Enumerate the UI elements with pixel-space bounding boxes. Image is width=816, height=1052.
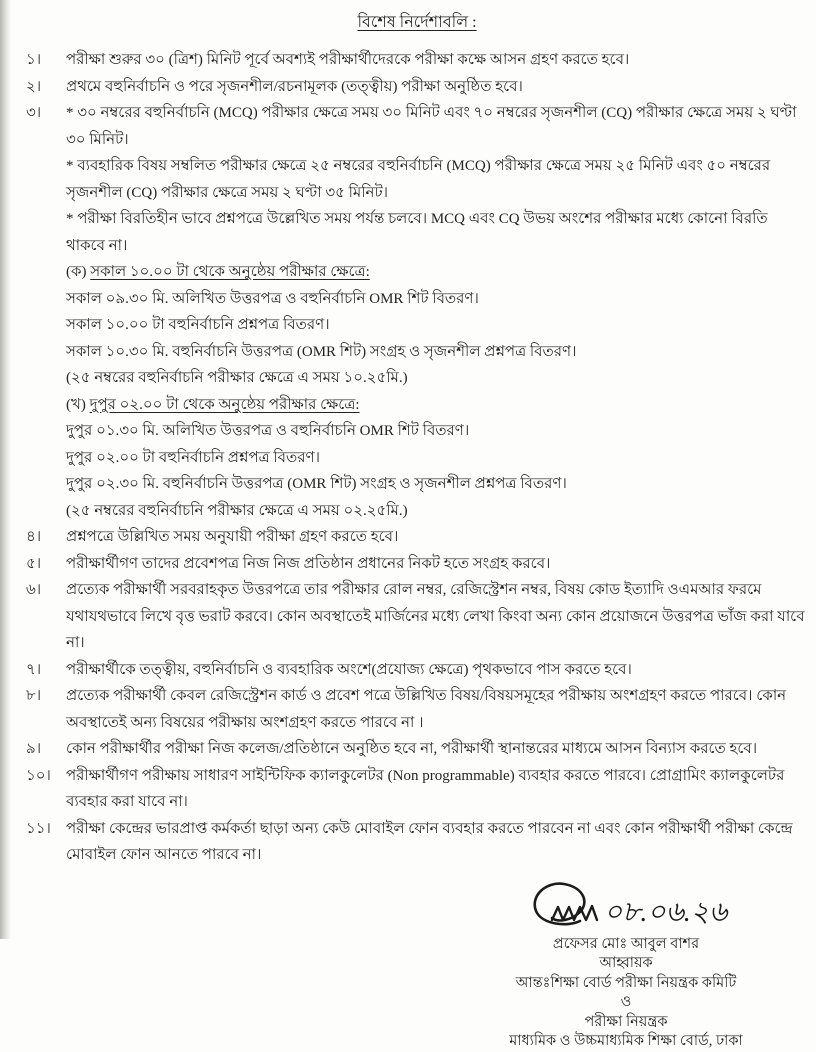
instruction-item-1 bbox=[26, 47, 808, 74]
signatory-role-2: পরীক্ষা নিয়ন্ত্রক bbox=[584, 1013, 668, 1030]
item3-note-3: * পরীক্ষা বিরতিহীন ভাবে প্রশ্নপত্রে উল্লেখিত সময় পর্যন্ত চলবে। MCQ এবং CQ উভয় অংশের পরীক্ষার মধ্যে কোনো বিরতি থাকবে না। bbox=[66, 211, 768, 254]
item-text-group bbox=[66, 100, 808, 524]
item-number: ৩। bbox=[26, 105, 42, 121]
item-number: ১। bbox=[26, 52, 42, 68]
item-number: ৭। bbox=[26, 661, 42, 678]
item-number: ৮। bbox=[26, 688, 42, 704]
item-number: ১১। bbox=[26, 820, 51, 837]
signatory-org-2: মাধ্যমিক ও উচ্চমাধ্যমিক শিক্ষা বোর্ড, ঢাকা bbox=[509, 1033, 743, 1049]
signature-scribble bbox=[508, 871, 756, 935]
instruction-item-5 bbox=[26, 551, 808, 578]
afternoon-schedule-row: দুপুর ০১.৩০ মি. অলিখিত উত্তরপত্র ও বহুনির্বাচনি OMR শিট বিতরণ। bbox=[66, 423, 470, 439]
item-number: ২। bbox=[26, 78, 42, 95]
morning-schedule-row: সকাল ০৯.৩০ মি. অলিখিত উত্তরপত্র ও বহুনির্বাচনি OMR শিট বিতরণ। bbox=[66, 290, 479, 307]
afternoon-schedule-heading bbox=[66, 392, 806, 419]
item-number: ৯। bbox=[26, 741, 42, 757]
item-text: প্রত্যেক পরীক্ষার্থী কেবল রেজিস্ট্রেশন কার্ড ও প্রবেশ পত্রে উল্লিখিত বিষয়/বিষয়সমূহের পরীক্ষায় অংশগ্রহণ করতে পারবে। কোন অবস্থাতেই অন্য বিষয়ের পরীক্ষায় অংশগ্রহণ করতে পারবে না । bbox=[66, 688, 787, 731]
afternoon-schedule-row: (২৫ নম্বরের বহুনির্বাচনি পরীক্ষার ক্ষেত্রে এ সময় ০২.২৫মি.) bbox=[66, 502, 408, 519]
morning-schedule-heading bbox=[66, 259, 806, 286]
heading-prefix: (ক) bbox=[66, 264, 91, 280]
item-number: ৫। bbox=[26, 555, 42, 572]
signature-block bbox=[456, 871, 796, 1052]
item-text: কোন পরীক্ষার্থীর পরীক্ষা নিজ কলেজ/প্রতিষ্ঠানে অনুষ্ঠিত হবে না, পরীক্ষার্থী স্থানান্তরের মাধ্যমে আসন বিন্যাস করতে হবে। bbox=[66, 741, 758, 757]
signature-date: ০৮.০৬.২৬ bbox=[604, 896, 728, 928]
item-number: ৬। bbox=[26, 582, 42, 598]
item-text: প্রত্যেক পরীক্ষার্থী সরবরাহকৃত উত্তরপত্রে তার পরীক্ষার রোল নম্বর, রেজিস্ট্রেশন নম্বর, বিষয় কোড ইত্যাদি ওএমআর ফরমে যথাযথভাবে লিখে বৃত্ত ভরাট করবে। কোন অবস্থাতেই মার্জিনের মধ্যে লেখা কিংবা অন্য কোন প্রয়োজনে উত্তরপত্র ভাঁজ করা যাবে না। bbox=[66, 582, 805, 651]
morning-schedule-row: সকাল ১০.৩০ মি. বহুনির্বাচনি উত্তরপত্র (OMR শিট) সংগ্রহ ও সৃজনশীল প্রশ্নপত্র বিতরণ। bbox=[66, 343, 577, 360]
item3-note-2: * ব্যবহারিক বিষয় সম্বলিত পরীক্ষার ক্ষেত্রে ২৫ নম্বরের বহুনির্বাচনি (MCQ) পরীক্ষার ক্ষেত্রে সময় ২৫ মিনিট এবং ৫০ নম্বরের সৃজনশীল (CQ) পরীক্ষার ক্ষেত্রে সময় ২ ঘণ্টা ৩৫ মিনিট। bbox=[66, 158, 771, 201]
morning-schedule-row: (২৫ নম্বরের বহুনির্বাচনি পরীক্ষার ক্ষেত্রে এ সময় ১০.২৫মি.) bbox=[66, 370, 408, 386]
heading-underlined: সকাল ১০.০০ টা থেকে অনুষ্ঠেয় পরীক্ষার ক্ষেত্রে: bbox=[90, 264, 370, 280]
instruction-item-11 bbox=[26, 816, 808, 869]
item3-note-1: * ৩০ নম্বরের বহুনির্বাচনি (MCQ) পরীক্ষার ক্ষেত্রে সময় ৩০ মিনিট এবং ৭০ নম্বরের সৃজনশীল (CQ) পরীক্ষার ক্ষেত্রে সময় ২ ঘণ্টা ৩০ মিনিট। bbox=[66, 105, 797, 148]
instruction-item-4 bbox=[26, 524, 808, 551]
afternoon-schedule-row: দুপুর ০২.৩০ মি. বহুনির্বাচনি উত্তরপত্র (OMR শিট) সংগ্রহ ও সৃজনশীল প্রশ্নপত্র বিতরণ। bbox=[66, 476, 567, 492]
item-text: পরীক্ষার্থীগণ পরীক্ষায় সাধারণ সাইন্টিফিক ক্যালকুলেটর (Non programmable) ব্যবহার করতে পারবে। প্রোগ্রামিং ক্যালকুলেটর ব্যবহার করা যাবে না। bbox=[66, 767, 785, 810]
item-number: ১০। bbox=[26, 767, 51, 784]
signatory-name: প্রফেসর মোঃ আবুল বাশর bbox=[552, 935, 700, 952]
signatory-role-1: আহ্বায়ক bbox=[599, 955, 653, 971]
page-title bbox=[26, 10, 808, 36]
instruction-item-9 bbox=[26, 736, 808, 763]
signatory-org-1: আন্তঃশিক্ষা বোর্ড পরীক্ষা নিয়ন্ত্রক কমিটি bbox=[515, 974, 737, 991]
item-text: প্রশ্নপত্রে উল্লিখিত সময় অনুযায়ী পরীক্ষা গ্রহণ করতে হবে। bbox=[66, 529, 399, 545]
heading-prefix: (খ) bbox=[66, 396, 90, 413]
signatory-details bbox=[456, 935, 796, 1052]
instruction-item-8 bbox=[26, 683, 808, 736]
heading-underlined: দুপুর ০২.০০ টা থেকে অনুষ্ঠেয় পরীক্ষার ক্ষেত্রে: bbox=[89, 396, 360, 413]
instruction-item-3 bbox=[26, 100, 808, 524]
item-text: পরীক্ষার্থীগণ তাদের প্রবেশপত্র নিজ নিজ প্রতিষ্ঠান প্রধানের নিকট হতে সংগ্রহ করবে। bbox=[66, 555, 551, 572]
item-text: পরীক্ষা শুরুর ৩০ (ত্রিশ) মিনিট পূর্বে অবশ্যই পরীক্ষার্থীদেরকে পরীক্ষা কক্ষে আসন গ্রহণ করতে হবে। bbox=[66, 52, 630, 68]
afternoon-schedule-row: দুপুর ০২.০০ টা বহুনির্বাচনি প্রশ্নপত্র বিতরণ। bbox=[66, 449, 320, 466]
signatory-conjunction: ও bbox=[620, 994, 632, 1010]
item-text: পরীক্ষার্থীকে তত্ত্বীয়, বহুনির্বাচনি ও ব্যবহারিক অংশে(প্রযোজ্য ক্ষেত্রে) পৃথকভাবে পাস করতে হবে। bbox=[66, 661, 632, 678]
item-text: পরীক্ষা কেন্দ্রের ভারপ্রাপ্ত কর্মকর্তা ছাড়া অন্য কেউ মোবাইল ফোন ব্যবহার করতে পারবেন না এবং কোন পরীক্ষার্থী পরীক্ষা কেন্দ্রে মোবাইল ফোন আনতে পারবে না। bbox=[66, 820, 793, 863]
item-text: প্রথমে বহুনির্বাচনি ও পরে সৃজনশীল/রচনামূলক (তত্ত্বীয়) পরীক্ষা অনুষ্ঠিত হবে। bbox=[66, 78, 523, 95]
instruction-item-7 bbox=[26, 657, 808, 684]
morning-schedule-row: সকাল ১০.০০ টা বহুনির্বাচনি প্রশ্নপত্র বিতরণ। bbox=[66, 317, 330, 333]
item-number: ৪। bbox=[26, 529, 42, 545]
instruction-item-10 bbox=[26, 763, 808, 816]
instruction-item-2 bbox=[26, 74, 808, 101]
instruction-item-6 bbox=[26, 577, 808, 657]
page-title-text: বিশেষ নির্দেশাবলি : bbox=[357, 14, 477, 31]
